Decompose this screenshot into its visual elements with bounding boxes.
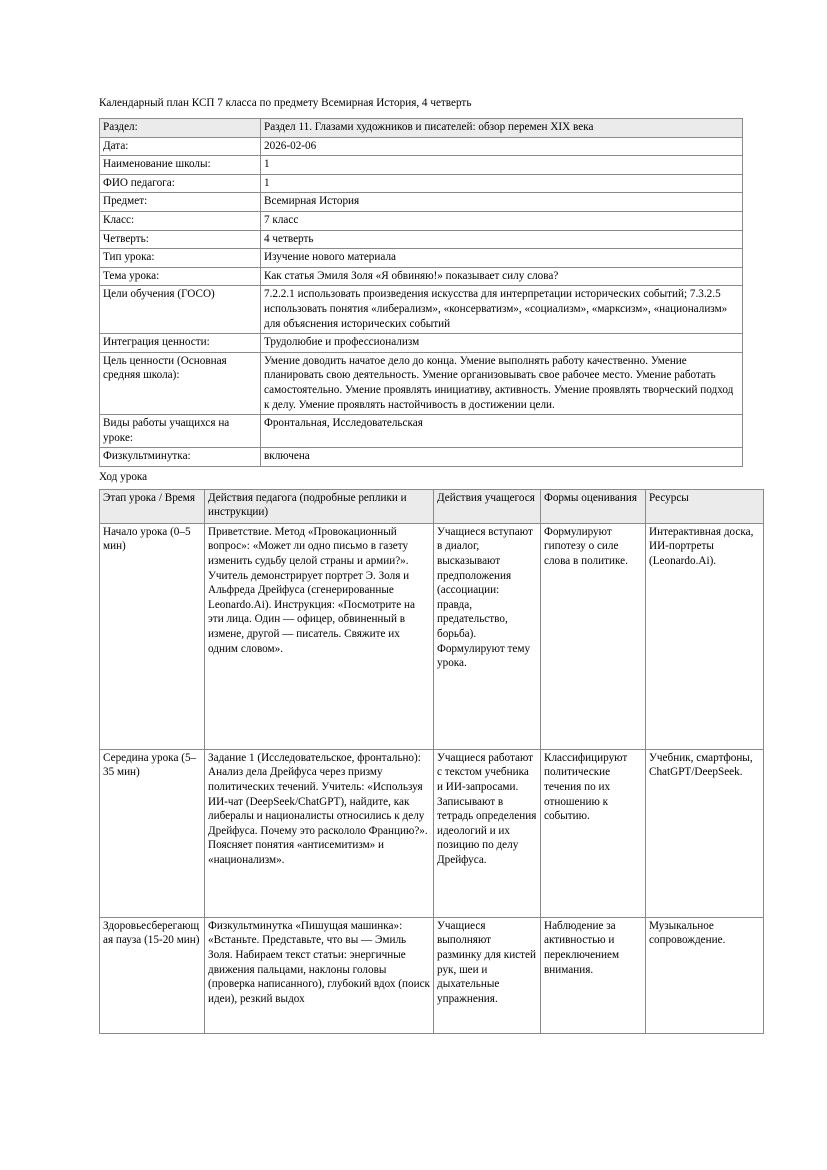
cell-student-actions: Учащиеся выполняют разминку для кистей рук, шеи и дыхательные упражнения. — [434, 917, 541, 1033]
lesson-flow-table — [99, 489, 764, 1034]
lesson-info-body — [100, 119, 743, 467]
info-label: Цель ценности (Основная средняя школа): — [100, 352, 261, 414]
table-row — [100, 137, 743, 156]
column-header-stage: Этап урока / Время — [100, 489, 205, 523]
cell-teacher-actions: Приветствие. Метод «Провокационный вопрос»: «Может ли одно письмо в газету изменить судьбу целой страны и армии?». Учитель демонстрирует портрет Э. Золя и Альфреда Дрейфуса (сгенерированные Leonardo.Ai). Инструкция: «Посмотрите на эти лица. Один — офицер, обвиненный в измене, другой — писатель. Свяжите их одним словом». — [205, 523, 434, 749]
cell-stage: Середина урока (5–35 мин) — [100, 749, 205, 917]
info-label: Дата: — [100, 137, 261, 156]
page-content — [99, 96, 754, 1034]
cell-resources: Интерактивная доска, ИИ-портреты (Leonardo.Ai). — [646, 523, 764, 749]
info-label: ФИО педагога: — [100, 174, 261, 193]
table-row — [100, 249, 743, 268]
column-header-teacher-actions: Действия педагога (подробные реплики и инструкции) — [205, 489, 434, 523]
info-value: 1 — [261, 174, 743, 193]
info-value: 7 класс — [261, 211, 743, 230]
info-label: Раздел: — [100, 119, 261, 138]
info-label: Виды работы учащихся на уроке: — [100, 415, 261, 448]
table-row — [100, 267, 743, 286]
info-value: Всемирная История — [261, 193, 743, 212]
info-value: 7.2.2.1 использовать произведения искусства для интерпретации исторических событий; 7.3.2.5 использовать понятия «либерализм», «консерватизм», «социализм», «марксизм», «национализм» для объяснения исторических событий — [261, 286, 743, 334]
table-row — [100, 352, 743, 414]
table-row — [100, 211, 743, 230]
info-label: Тип урока: — [100, 249, 261, 268]
info-value: 2026-02-06 — [261, 137, 743, 156]
table-row — [100, 119, 743, 138]
info-label: Физкультминутка: — [100, 448, 261, 467]
cell-student-actions: Учащиеся работают с текстом учебника и ИИ-запросами. Записывают в тетрадь определения идеологий и их позицию по делу Дрейфуса. — [434, 749, 541, 917]
table-row — [100, 917, 764, 1033]
table-row — [100, 193, 743, 212]
cell-assessment: Наблюдение за активностью и переключением внимания. — [541, 917, 646, 1033]
info-value: 1 — [261, 156, 743, 175]
cell-student-actions: Учащиеся вступают в диалог, высказывают предположения (ассоциации: правда, предательство, борьба). Формулируют тему урока. — [434, 523, 541, 749]
page-title: Календарный план КСП 7 класса по предмету Всемирная История, 4 четверть — [99, 97, 472, 109]
table-row — [100, 415, 743, 448]
column-header-student-actions: Действия учащегося — [434, 489, 541, 523]
table-row — [100, 523, 764, 749]
cell-stage: Начало урока (0–5 мин) — [100, 523, 205, 749]
info-value: Трудолюбие и профессионализм — [261, 334, 743, 353]
column-header-assessment: Формы оценивания — [541, 489, 646, 523]
table-header-row — [100, 489, 764, 523]
info-label: Интеграция ценности: — [100, 334, 261, 353]
cell-teacher-actions: Физкультминутка «Пишущая машинка»: «Встаньте. Представьте, что вы — Эмиль Золя. Набираем текст статьи: энергичные движения пальцами, наклоны головы (проверка написанного), глубокий вдох (поиск идеи), резкий выдох — [205, 917, 434, 1033]
info-value: 4 четверть — [261, 230, 743, 249]
cell-teacher-actions: Задание 1 (Исследовательское, фронтально): Анализ дела Дрейфуса через призму политических течений. Учитель: «Используя ИИ-чат (DeepSeek/ChatGPT), найдите, как либералы и националисты относились к делу Дрейфуса. Почему это раскололо Францию?». Поясняет понятия «антисемитизм» и «национализм». — [205, 749, 434, 917]
table-row — [100, 749, 764, 917]
table-row — [100, 334, 743, 353]
cell-resources: Учебник, смартфоны, ChatGPT/DeepSeek. — [646, 749, 764, 917]
lesson-info-table — [99, 118, 743, 467]
table-row — [100, 286, 743, 334]
cell-assessment: Классифицируют политические течения по их отношению к событию. — [541, 749, 646, 917]
info-label: Цели обучения (ГОСО) — [100, 286, 261, 334]
table-row — [100, 230, 743, 249]
lesson-flow-label: Ход урока — [99, 470, 148, 483]
cell-stage: Здоровьесберегающая пауза (15-20 мин) — [100, 917, 205, 1033]
info-label: Тема урока: — [100, 267, 261, 286]
table-row — [100, 174, 743, 193]
info-value: Изучение нового материала — [261, 249, 743, 268]
lesson-flow-head — [100, 489, 764, 523]
table-row — [100, 156, 743, 175]
info-value: Фронтальная, Исследовательская — [261, 415, 743, 448]
info-value: Раздел 11. Глазами художников и писателей: обзор перемен XIX века — [261, 119, 743, 138]
info-label: Предмет: — [100, 193, 261, 212]
lesson-flow-body — [100, 523, 764, 1033]
info-label: Наименование школы: — [100, 156, 261, 175]
info-value: Умение доводить начатое дело до конца. Умение выполнять работу качественно. Умение планировать свою деятельность. Умение организовывать свое рабочее место. Умение работать самостоятельно. Умение проявлять инициативу, активность. Умение проявлять творческий подход к делу. Умение проявлять настойчивость в достижении цели. — [261, 352, 743, 414]
cell-resources: Музыкальное сопровождение. — [646, 917, 764, 1033]
info-value: Как статья Эмиля Золя «Я обвиняю!» показывает силу слова? — [261, 267, 743, 286]
info-label: Четверть: — [100, 230, 261, 249]
info-value: включена — [261, 448, 743, 467]
table-row — [100, 448, 743, 467]
cell-assessment: Формулируют гипотезу о силе слова в политике. — [541, 523, 646, 749]
info-label: Класс: — [100, 211, 261, 230]
column-header-resources: Ресурсы — [646, 489, 764, 523]
